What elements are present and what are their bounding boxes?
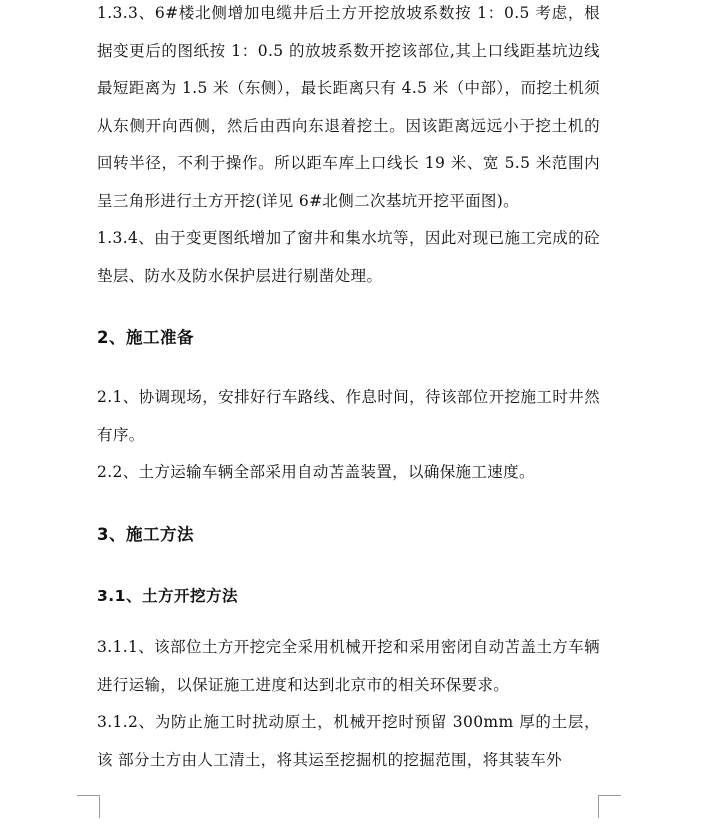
paragraph-3-1-1: 3.1.1、该部位土方开挖完全采用机械开挖和采用密闭自动苫盖土方车辆进行运输，以保证施工进度和达到北京市的相关环保要求。 [97,638,600,694]
paragraph-3-1-2: 3.1.2、为防止施工时扰动原土，机械开挖时预留 300mm 厚的土层，该 部分土方由人工清土，将其运至挖掘机的挖掘范围，将其装车外 [97,713,600,769]
heading-section-3: 3、施工方法 [97,525,194,544]
paragraph-1-3-4: 1.3.4、由于变更图纸增加了窗井和集水坑等，因此对现已施工完成的砼垫层、防水及防水保护层进行剔凿处理。 [97,229,600,285]
page-corner-marker-right [598,795,621,818]
page-corner-marker-left [77,795,100,818]
heading-section-2: 2、施工准备 [97,328,194,347]
paragraph-1-3-3: 1.3.3、6#楼北侧增加电缆井后土方开挖放坡系数按 1：0.5 考虑，根据变更后的图纸按 1：0.5 的放坡系数开挖该部位,其上口线距基坑边线最短距离为 1.5 米（东侧），最长距离只有 4.5 米（中部），而挖土机须从东侧开向西侧，然后由西向东退着挖土。因该距离远远小于挖土机的回转半径，不利于操作。所以距车库上口线长 19 米、宽 5.5 米范围内呈三角形进行土方开挖(详见 6#北侧二次基坑开挖平面图)。 [97,4,600,210]
heading-section-3-1: 3.1、土方开挖方法 [97,587,238,605]
paragraph-2-1: 2.1、协调现场，安排好行车路线、作息时间，待该部位开挖施工时井然有序。 [97,388,600,444]
paragraph-2-2: 2.2、土方运输车辆全部采用自动苫盖装置，以确保施工速度。 [97,463,535,481]
